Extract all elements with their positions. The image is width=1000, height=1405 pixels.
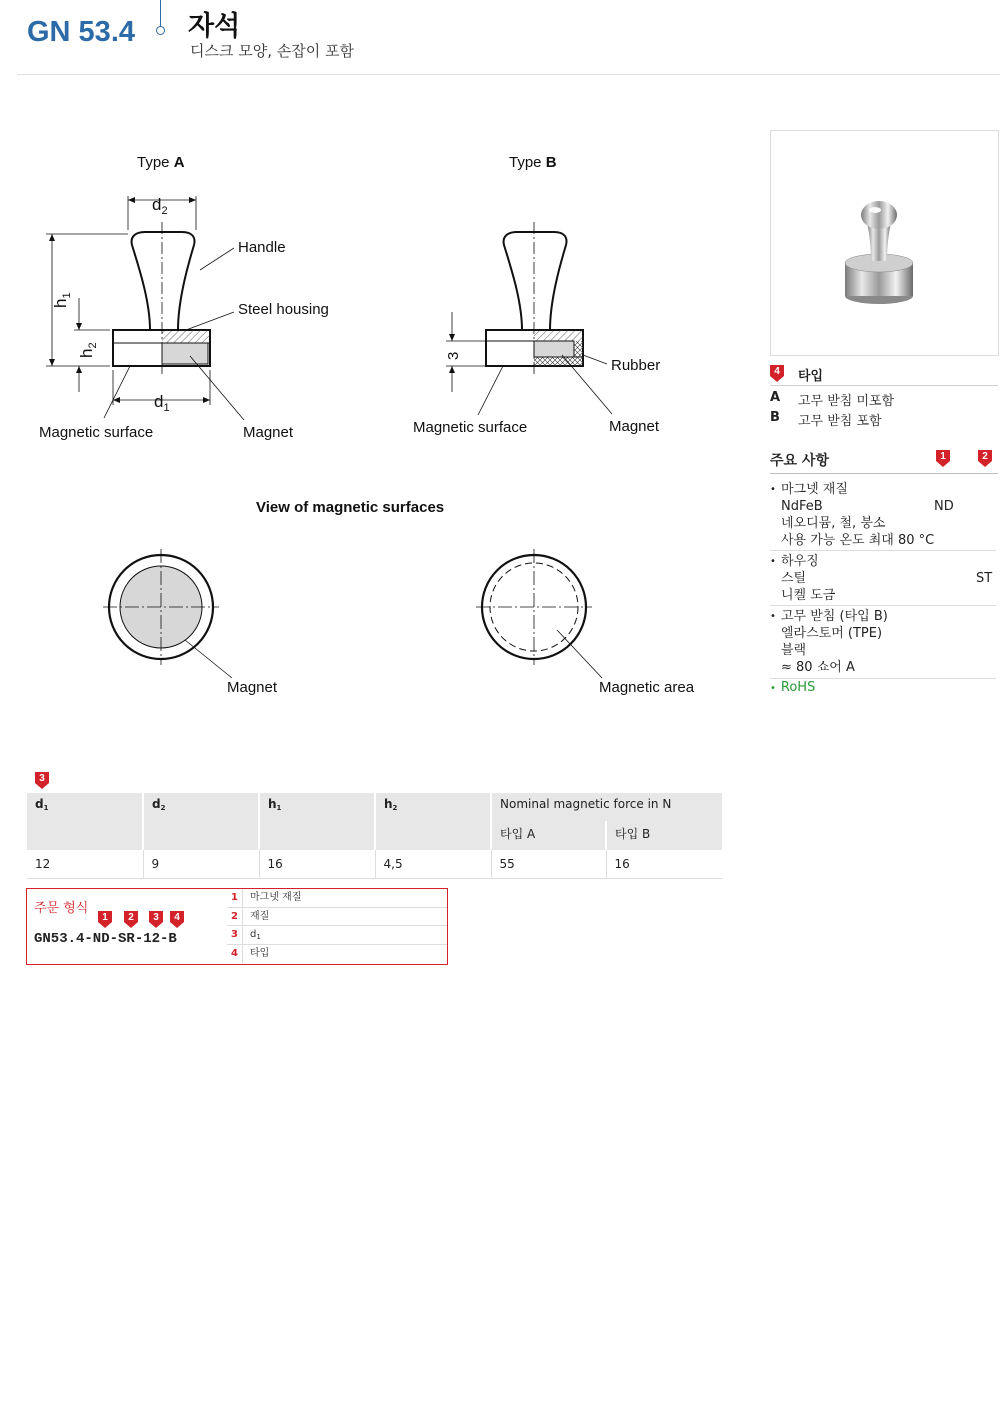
order-format-box xyxy=(26,888,448,965)
label-magnet-b: Magnet xyxy=(609,418,660,435)
type-section-label: 타입 xyxy=(798,369,824,384)
type-b-figure xyxy=(413,222,660,436)
col-h1: $h_1$ xyxy=(259,793,375,850)
type-a-label: Type A xyxy=(137,154,185,171)
dim-h2: $h_2$ xyxy=(77,342,99,358)
table-row: 12 9 16 4,5 55 16 xyxy=(27,850,722,878)
order-code: GN53.4-ND-SR-12-B xyxy=(34,931,177,947)
header-divider xyxy=(160,0,161,27)
type-b-label: Type B xyxy=(509,154,557,171)
spec-section-header xyxy=(770,448,998,474)
label-magnetic-surface-b: Magnetic surface xyxy=(413,419,528,436)
type-a-figure xyxy=(39,195,329,441)
label-handle: Handle xyxy=(238,239,286,256)
spec-magnet: • 마그넷 재질 NdFeB ND 네오디뮴, 철, 붕소 사용 가능 온도 최대 80 °C xyxy=(770,481,996,551)
spec-section-label: 주요 사항 xyxy=(770,453,829,469)
order-legend-item: 3 $d_1$ xyxy=(227,926,447,945)
order-badge-3-icon: 3 xyxy=(149,911,163,927)
type-section-header xyxy=(770,362,998,386)
col-force: Nominal magnetic force in N xyxy=(491,793,722,821)
order-legend-item: 2 재질 xyxy=(227,908,447,927)
product-code: GN 53.4 xyxy=(27,16,135,48)
order-badge-1-icon: 1 xyxy=(98,911,112,927)
spec-rubber: • 고무 받침 (타입 B) 엘라스토머 (TPE) 블랙 ≈ 80 쇼어 A xyxy=(770,608,996,679)
view-circle-a xyxy=(103,549,278,696)
header-dot xyxy=(156,26,165,35)
technical-drawing xyxy=(0,100,740,720)
label-view-magnetic-area: Magnetic area xyxy=(599,679,695,696)
badge-1-icon: 1 xyxy=(936,450,950,466)
col-h2: $h_2$ xyxy=(375,793,491,850)
order-badge-2-icon: 2 xyxy=(124,911,138,927)
label-magnet-a: Magnet xyxy=(243,424,294,441)
label-view-magnet: Magnet xyxy=(227,679,278,696)
dim-h1: $h_1$ xyxy=(51,292,73,308)
page-title: 자석 xyxy=(188,11,241,42)
col-d1: $d_1$ xyxy=(27,793,143,850)
spec-housing: • 하우징 스틸 ST 니켈 도금 xyxy=(770,553,996,606)
order-badge-4-icon: 4 xyxy=(170,911,184,927)
dim-d2: $d_2$ xyxy=(152,195,168,217)
order-label: 주문 형식 xyxy=(34,901,89,916)
badge-3-icon: 3 xyxy=(35,772,49,788)
col-type-b: 타입 B xyxy=(606,821,722,850)
order-legend-item: 4 타입 xyxy=(227,945,447,964)
order-legend xyxy=(227,889,447,963)
magnet-image xyxy=(771,131,998,355)
dim-d1: $d_1$ xyxy=(154,392,170,414)
header-rule xyxy=(17,74,1000,75)
badge-4-icon: 4 xyxy=(770,365,784,381)
product-photo xyxy=(770,130,999,356)
label-magnetic-surface-a: Magnetic surface xyxy=(39,424,154,441)
col-type-a: 타입 A xyxy=(491,821,606,850)
label-rubber: Rubber xyxy=(611,357,661,374)
rohs-label: • RoHS xyxy=(770,680,816,695)
view-circle-b xyxy=(476,549,695,696)
dimension-table xyxy=(27,793,722,879)
dim-3: 3 xyxy=(445,351,462,360)
order-legend-item: 1 마그넷 재질 xyxy=(227,889,447,908)
col-d2: $d_2$ xyxy=(143,793,259,850)
badge-2-icon: 2 xyxy=(978,450,992,466)
label-steel-housing: Steel housing xyxy=(238,301,329,318)
page-subtitle: 디스크 모양, 손잡이 포함 xyxy=(190,42,354,60)
view-title: View of magnetic surfaces xyxy=(256,499,445,516)
